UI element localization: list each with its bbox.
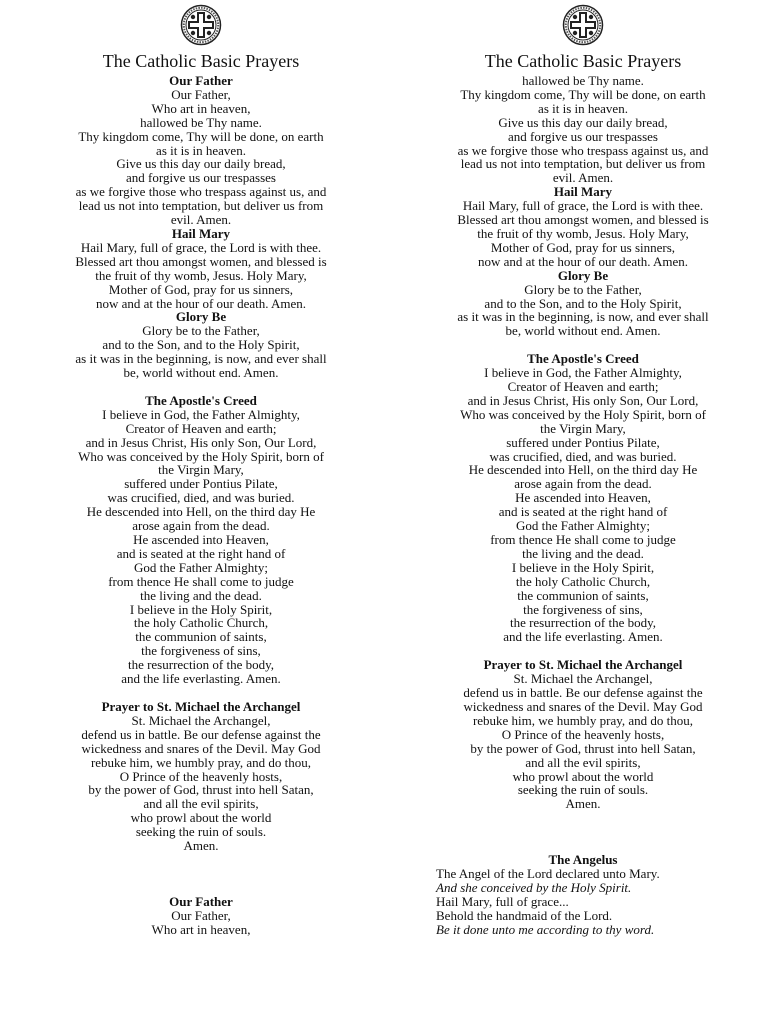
- section-spacer: [16, 853, 386, 895]
- prayer-line: He descended into Hell, on the third day He: [86, 504, 316, 520]
- prayer-line: and to the Son, and to the Holy Spirit,: [484, 295, 682, 311]
- document-title: The Catholic Basic Prayers: [484, 51, 682, 71]
- prayer-line: now and at the hour of our death. Amen.: [477, 253, 689, 269]
- prayer-line: Glory be to the Father,: [524, 281, 642, 297]
- prayer-heading: Our Father: [169, 893, 233, 909]
- prayer-line: seeking the ruin of souls.: [517, 782, 649, 798]
- prayer-line: Who art in heaven,: [151, 100, 251, 116]
- prayer-line: Behold the handmaid of the Lord.: [436, 907, 613, 923]
- prayer-line: Hail Mary, full of grace, the Lord is with thee.: [462, 198, 704, 214]
- prayer-line: Creator of Heaven and earth;: [125, 420, 277, 436]
- prayer-line: as it is in heaven.: [538, 100, 628, 116]
- prayer-line: by the power of God, thrust into hell Satan,: [88, 782, 314, 798]
- prayer-line: the resurrection of the body,: [127, 657, 275, 673]
- left-prayer-text: [16, 74, 386, 937]
- prayer-line: and in Jesus Christ, His only Son, Our Lord,: [467, 392, 699, 408]
- prayer-line: I believe in the Holy Spirit,: [129, 601, 273, 617]
- prayer-line: the Virgin Mary,: [540, 420, 626, 436]
- prayer-line: as it was in the beginning, is now, and ever shall: [75, 351, 327, 367]
- prayer-line: hallowed be Thy name.: [522, 73, 644, 88]
- prayer-line: by the power of God, thrust into hell Satan,: [470, 740, 696, 756]
- prayer-line: be, world without end. Amen.: [123, 365, 279, 381]
- prayer-heading: The Angelus: [548, 852, 618, 868]
- prayer-heading: The Apostle's Creed: [145, 392, 257, 408]
- prayer-line: suffered under Pontius Pilate,: [124, 476, 278, 492]
- prayer-line: was crucified, died, and was buried.: [489, 448, 677, 464]
- prayer-heading: Glory Be: [557, 267, 609, 283]
- prayer-heading: Prayer to St. Michael the Archangel: [483, 657, 683, 673]
- prayer-line: Hail Mary, full of grace, the Lord is with thee.: [80, 239, 322, 255]
- prayer-line: Creator of Heaven and earth;: [507, 379, 659, 395]
- prayer-line: Give us this day our daily bread,: [116, 156, 286, 172]
- prayer-line: And she conceived by the Holy Spirit.: [436, 880, 632, 896]
- prayer-heading: Hail Mary: [171, 225, 231, 241]
- prayer-line: Mother of God, pray for us sinners,: [490, 239, 676, 255]
- prayer-line: The Angel of the Lord declared unto Mary.: [436, 866, 660, 882]
- prayer-line: defend us in battle. Be our defense against the: [81, 726, 321, 742]
- prayer-line: wickedness and snares of the Devil. May God: [463, 698, 703, 714]
- prayer-line: St. Michael the Archangel,: [513, 671, 653, 687]
- section-spacer: [398, 338, 768, 352]
- prayer-heading: Our Father: [169, 73, 233, 88]
- prayer-line: lead us not into temptation, but deliver us from: [78, 198, 324, 214]
- prayer-line: He descended into Hell, on the third day He: [468, 462, 698, 478]
- prayer-line: suffered under Pontius Pilate,: [506, 434, 660, 450]
- prayer-line: and all the evil spirits,: [143, 796, 259, 812]
- prayer-line: the Virgin Mary,: [158, 462, 244, 478]
- prayer-line: and forgive us our trespasses: [126, 170, 276, 186]
- prayer-line: and in Jesus Christ, His only Son, Our Lord,: [85, 434, 317, 450]
- prayer-line: and the life everlasting. Amen.: [503, 629, 663, 645]
- prayer-line: and all the evil spirits,: [525, 754, 641, 770]
- prayer-line: defend us in battle. Be our defense against the: [463, 685, 703, 701]
- prayer-line: Blessed art thou amongst women, and blessed is: [457, 212, 709, 228]
- prayer-line: He ascended into Heaven,: [515, 490, 651, 506]
- prayer-line: the communion of saints,: [135, 629, 267, 645]
- prayer-line: He ascended into Heaven,: [133, 532, 269, 547]
- prayer-line: evil. Amen.: [552, 170, 614, 186]
- prayer-line: Amen.: [565, 796, 601, 812]
- right-prayer-text: [398, 74, 768, 937]
- prayer-line: the forgiveness of sins,: [523, 601, 643, 617]
- prayer-line: who prowl about the world: [512, 768, 654, 784]
- prayer-line: and to the Son, and to the Holy Spirit,: [102, 337, 300, 353]
- prayer-line: Our Father,: [171, 907, 231, 923]
- prayer-line: wickedness and snares of the Devil. May God: [81, 740, 321, 756]
- prayer-line: the holy Catholic Church,: [133, 615, 269, 631]
- section-spacer: [16, 380, 386, 394]
- prayer-line: O Prince of the heavenly hosts,: [119, 768, 283, 784]
- prayer-line: who prowl about the world: [130, 810, 272, 826]
- prayer-line: Blessed art thou amongst women, and blessed is: [75, 253, 327, 269]
- prayer-line: God the Father Almighty;: [134, 559, 268, 575]
- prayer-heading: Glory Be: [175, 309, 227, 325]
- prayer-line: the living and the dead.: [522, 545, 644, 561]
- prayer-line: St. Michael the Archangel,: [131, 712, 271, 728]
- prayer-line: the resurrection of the body,: [509, 615, 657, 631]
- prayer-line: Give us this day our daily bread,: [498, 114, 668, 130]
- prayer-line: and forgive us our trespasses: [508, 128, 658, 144]
- prayer-heading: The Apostle's Creed: [527, 351, 639, 367]
- prayer-line: as it is in heaven.: [156, 142, 246, 158]
- section-spacer: [16, 686, 386, 700]
- prayer-line: Thy kingdom come, Thy will be done, on earth: [460, 86, 706, 102]
- prayer-line: be, world without end. Amen.: [505, 323, 661, 339]
- prayer-line: Who was conceived by the Holy Spirit, born of: [78, 448, 324, 464]
- prayer-line: and the life everlasting. Amen.: [121, 671, 281, 687]
- prayer-line: Our Father,: [171, 86, 231, 102]
- prayer-line: Hail Mary, full of grace...: [436, 893, 569, 909]
- prayer-line: from thence He shall come to judge: [108, 573, 294, 589]
- prayer-line: O Prince of the heavenly hosts,: [501, 726, 665, 742]
- prayer-line: evil. Amen.: [170, 212, 232, 228]
- prayer-line: as we forgive those who trespass against us, and: [75, 184, 327, 200]
- prayer-line: hallowed be Thy name.: [140, 114, 262, 130]
- prayer-line: as it was in the beginning, is now, and ever shall: [457, 309, 709, 325]
- prayer-line: as we forgive those who trespass against us, and: [457, 142, 709, 158]
- prayer-heading: Hail Mary: [553, 184, 613, 200]
- right-column: [398, 0, 768, 937]
- prayer-line: and is seated at the right hand of: [498, 504, 668, 520]
- prayer-line: Mother of God, pray for us sinners,: [108, 281, 294, 297]
- saint-benedict-medal-icon: [180, 4, 222, 46]
- saint-benedict-medal-icon: [562, 4, 604, 46]
- prayer-line: the holy Catholic Church,: [515, 573, 651, 589]
- prayer-line: was crucified, died, and was buried.: [107, 490, 295, 506]
- prayer-line: I believe in the Holy Spirit,: [511, 559, 655, 575]
- section-spacer: [398, 811, 768, 853]
- section-spacer: [398, 644, 768, 658]
- left-column: [16, 0, 386, 937]
- prayer-line: Glory be to the Father,: [142, 323, 260, 339]
- prayer-line: now and at the hour of our death. Amen.: [95, 295, 307, 311]
- prayer-line: Be it done unto me according to thy word.: [436, 921, 655, 937]
- prayer-line: arose again from the dead.: [514, 476, 652, 492]
- prayer-line: the forgiveness of sins,: [141, 643, 261, 659]
- prayer-line: Who was conceived by the Holy Spirit, born of: [460, 406, 706, 422]
- prayer-line: the living and the dead.: [140, 587, 262, 603]
- document-title: The Catholic Basic Prayers: [102, 51, 300, 71]
- prayer-line: rebuke him, we humbly pray, and do thou,: [90, 754, 312, 770]
- prayer-line: lead us not into temptation, but deliver us from: [460, 156, 706, 172]
- prayer-line: seeking the ruin of souls.: [135, 824, 267, 840]
- prayer-line: God the Father Almighty;: [516, 518, 650, 534]
- prayer-line: arose again from the dead.: [132, 518, 270, 534]
- prayer-heading: Prayer to St. Michael the Archangel: [101, 698, 301, 714]
- prayer-line: I believe in God, the Father Almighty,: [484, 365, 682, 381]
- prayer-line: Who art in heaven,: [151, 921, 251, 937]
- prayer-line: Thy kingdom come, Thy will be done, on earth: [78, 128, 324, 144]
- prayer-line: Amen.: [183, 838, 219, 854]
- prayer-line: the fruit of thy womb, Jesus. Holy Mary,: [477, 225, 689, 241]
- prayer-line: and is seated at the right hand of: [116, 545, 286, 561]
- prayer-line: the communion of saints,: [517, 587, 649, 603]
- prayer-line: I believe in God, the Father Almighty,: [102, 406, 300, 422]
- prayer-line: the fruit of thy womb, Jesus. Holy Mary,: [95, 267, 307, 283]
- prayer-line: from thence He shall come to judge: [490, 532, 676, 547]
- prayer-line: rebuke him, we humbly pray, and do thou,: [472, 712, 694, 728]
